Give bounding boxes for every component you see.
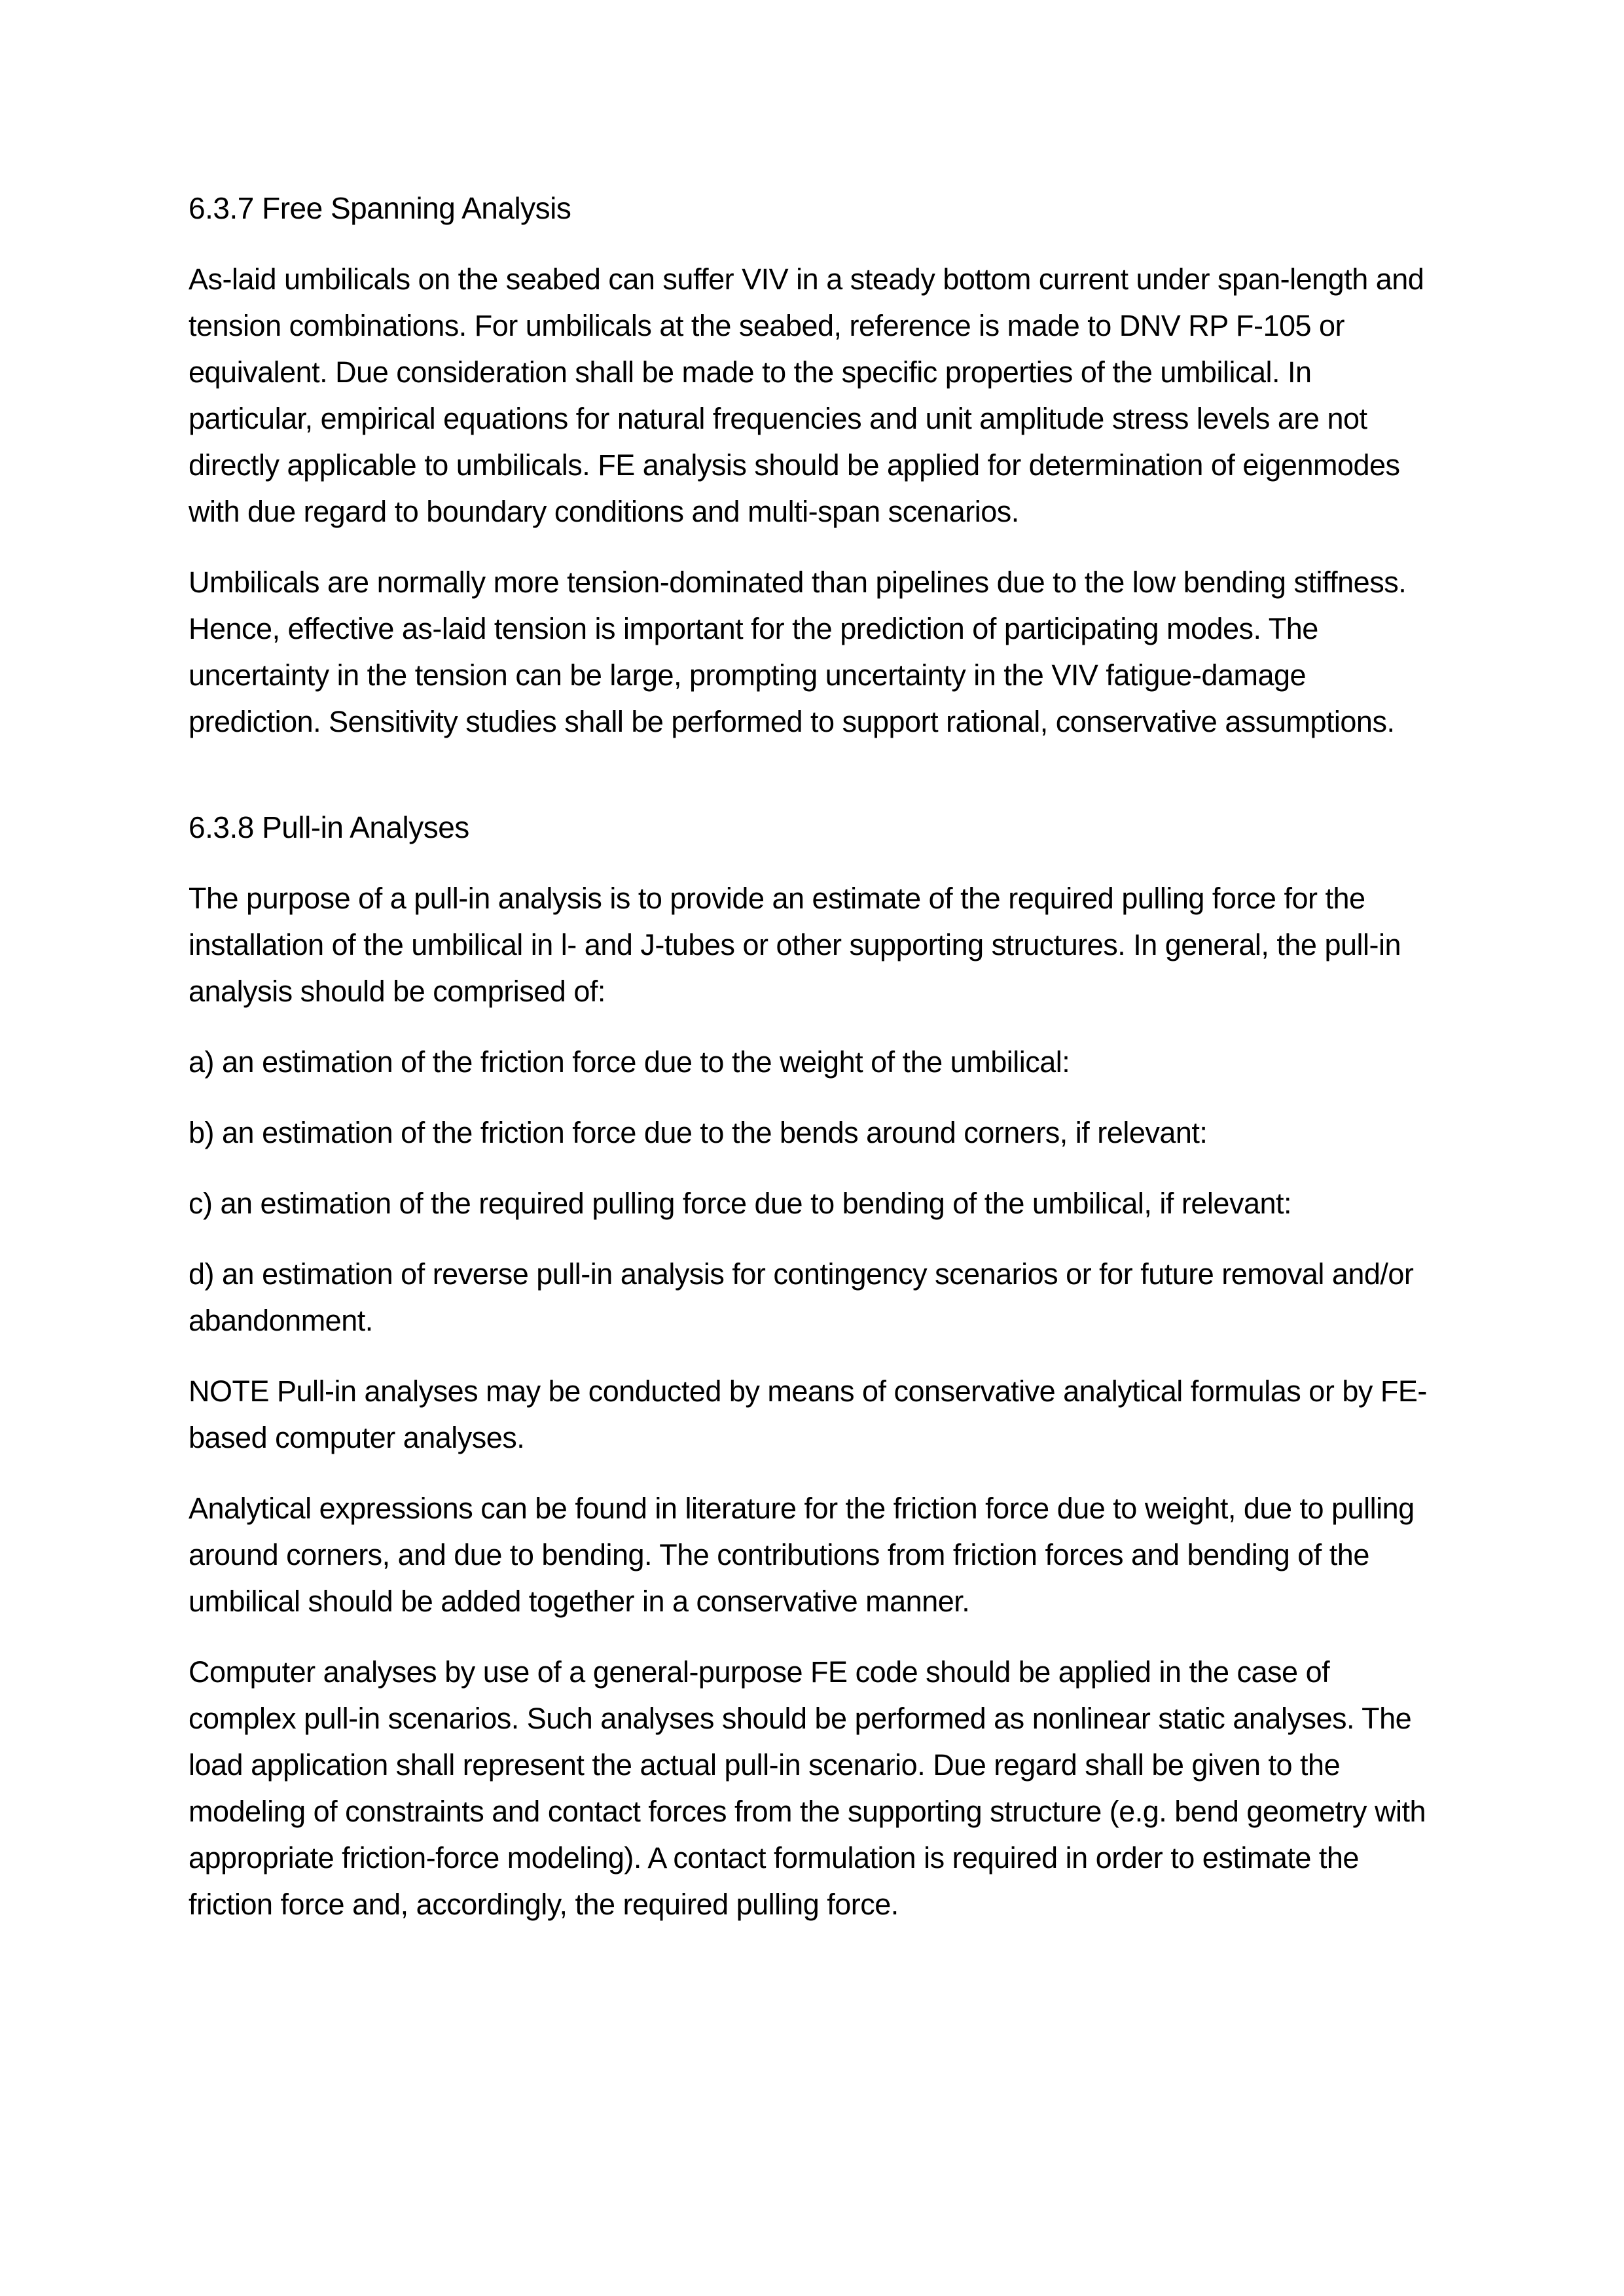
- paragraph-free-spanning-1: As-laid umbilicals on the seabed can suffer VIV in a steady bottom current under span-length and tension combinations. For umbilicals at the seabed, reference is made to DNV RP F-105 or equivalent. Due consideration shall be made to the specific properties of the umbilical. In particular, empirical equations for natural frequencies and unit amplitude stress levels are not directly applicable to umbilicals. FE analysis should be applied for determination of eigenmodes with due regard to boundary conditions and multi-span scenarios.: [189, 262, 1424, 528]
- paragraph-pull-in-intro: The purpose of a pull-in analysis is to provide an estimate of the required pulling force for the installation of the umbilical in l- and J-tubes or other supporting structures. In general, the pull-in analysis should be comprised of:: [189, 882, 1401, 1008]
- list-item-a: a) an estimation of the friction force due to the weight of the umbilical:: [189, 1045, 1070, 1079]
- paragraph-computer-analyses: Computer analyses by use of a general-purpose FE code should be applied in the case of complex pull-in scenarios. Such analyses should be performed as nonlinear static analyses. The load application shall represent the actual pull-in scenario. Due regard shall be given to the modeling of constraints and contact forces from the supporting structure (e.g. bend geometry with appropriate friction-force modeling). A contact formulation is required in order to estimate the friction force and, accordingly, the required pulling force.: [189, 1655, 1426, 1921]
- paragraph-note: NOTE Pull-in analyses may be conducted by means of conservative analytical formulas or by FE-based computer analyses.: [189, 1374, 1427, 1454]
- list-item-c: c) an estimation of the required pulling force due to bending of the umbilical, if relevant:: [189, 1187, 1292, 1220]
- section-free-spanning-analysis: [189, 185, 1437, 745]
- list-item-d: d) an estimation of reverse pull-in analysis for contingency scenarios or for future removal and/or abandonment.: [189, 1257, 1414, 1337]
- paragraph-analytical-expressions: Analytical expressions can be found in literature for the friction force due to weight, due to pulling around corners, and due to bending. The contributions from friction forces and bending of the umbilical should be added together in a conservative manner.: [189, 1492, 1415, 1618]
- section-heading-637: 6.3.7 Free Spanning Analysis: [189, 191, 571, 225]
- paragraph-free-spanning-2: Umbilicals are normally more tension-dominated than pipelines due to the low bending stiffness. Hence, effective as-laid tension is important for the prediction of participating modes. The uncertainty in the tension can be large, prompting uncertainty in the VIV fatigue-damage prediction. Sensitivity studies shall be performed to support rational, conservative assumptions.: [189, 565, 1407, 738]
- section-heading-638: 6.3.8 Pull-in Analyses: [189, 810, 469, 844]
- list-item-b: b) an estimation of the friction force due to the bends around corners, if relevant:: [189, 1116, 1208, 1149]
- section-pull-in-analyses: [189, 804, 1437, 1928]
